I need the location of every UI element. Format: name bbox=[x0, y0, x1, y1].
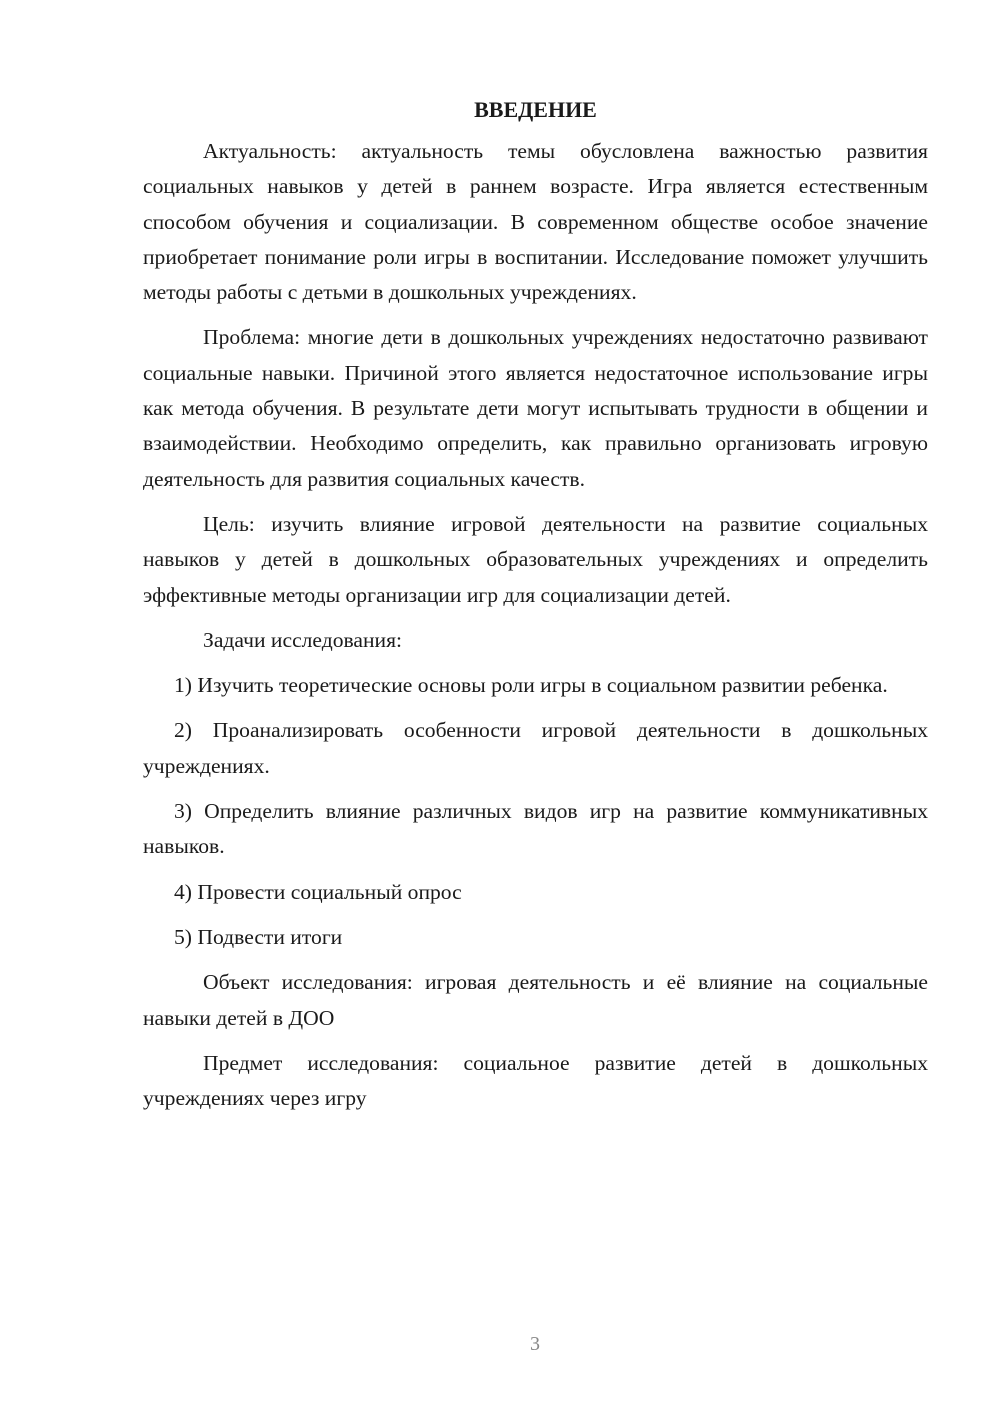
task-item-3: 3) Определить влияние различных видов игр на развитие коммуникативных навыков. bbox=[143, 799, 928, 859]
page-title: ВВЕДЕНИЕ bbox=[474, 97, 597, 122]
object-paragraph: Объект исследования: игровая деятельность и её влияние на социальные навыки детей в ДОО bbox=[143, 970, 928, 1030]
task-item-5: 5) Подвести итоги bbox=[174, 924, 343, 949]
task-item-4: 4) Провести социальный опрос bbox=[174, 879, 462, 904]
document-page bbox=[143, 90, 928, 1116]
page-number: 3 bbox=[530, 1333, 540, 1355]
subject-paragraph: Предмет исследования: социальное развитие детей в дошкольных учреждениях через игру bbox=[143, 1050, 928, 1111]
goal-paragraph: Цель: изучить влияние игровой деятельности на развитие социальных навыков у детей в дошкольных образовательных учреждениях и определить эффективные методы организации игр для социализации детей. bbox=[143, 511, 928, 607]
task-item-2: 2) Проанализировать особенности игровой деятельности в дошкольных учреждениях. bbox=[143, 718, 928, 778]
problem-paragraph: Проблема: многие дети в дошкольных учреждениях недостаточно развивают социальные навыки. Причиной этого является недостаточное использование игры как метода обучения. В результате дети могут испытывать трудности в общении и взаимодействии. Необходимо определить, как правильно организовать игровую деятельность для развития социальных качеств. bbox=[143, 325, 928, 491]
tasks-heading: Задачи исследования: bbox=[203, 627, 403, 652]
relevance-paragraph: Актуальность: актуальность темы обусловлена важностью развития социальных навыков у детей в раннем возрасте. Игра является естественным способом обучения и социализации. В современном обществе особое значение приобретает понимание роли игры в воспитании. Исследование поможет улучшить методы работы с детьми в дошкольных учреждениях. bbox=[143, 139, 928, 305]
task-item-1: 1) Изучить теоретические основы роли игры в социальном развитии ребенка. bbox=[174, 673, 888, 698]
